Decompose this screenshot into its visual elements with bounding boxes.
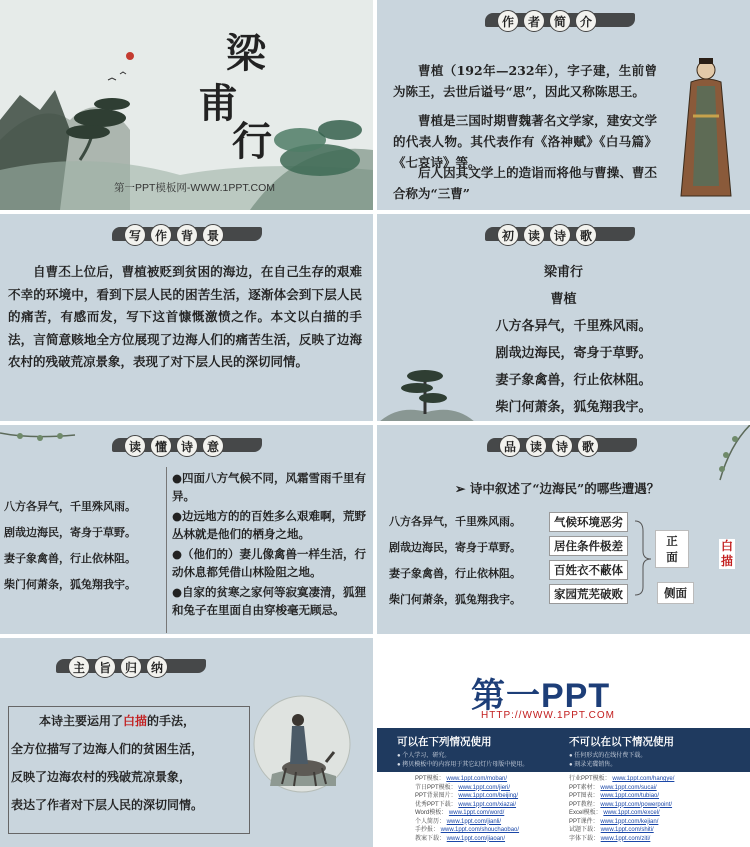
link-row[interactable]	[569, 818, 674, 827]
link-url[interactable]: www.1ppt.com/kejian/	[600, 818, 659, 825]
summary-line	[9, 707, 249, 735]
section-heading	[499, 435, 599, 457]
summary-line: 全方位描写了边海人们的贫困生活，	[11, 742, 204, 756]
tag-dwelling: 居住条件极差	[549, 536, 628, 556]
link-url[interactable]: www.1ppt.com/xiazai/	[458, 801, 517, 808]
heading-char: 读	[124, 435, 146, 457]
title-char-3: 行	[232, 118, 272, 165]
section-heading	[497, 224, 597, 246]
link-url[interactable]: www.1ppt.com/jieri/	[458, 784, 511, 791]
question-text: ➢ 诗中叙述了“边海民”的哪些遭遇？	[455, 481, 660, 496]
poem-line: 妻子象禽兽，行止依林阻。	[495, 373, 652, 388]
slide-appreciation[interactable]	[377, 425, 750, 634]
poem-lines	[4, 494, 164, 598]
heading-char: 归	[120, 656, 142, 678]
heading-char: 读	[525, 435, 547, 457]
poem-line: 剧哉边海民，寄身于草野。	[389, 541, 521, 554]
poem-line: 妻子象禽兽，行止依林阻。	[4, 552, 136, 565]
bracket	[633, 519, 653, 599]
link-list-left	[415, 775, 519, 843]
link-url[interactable]: www.1ppt.com/ziti/	[600, 835, 651, 842]
summary-text: 本诗主要运用了	[39, 714, 124, 728]
heading-char: 歌	[577, 435, 599, 457]
heading-char: 主	[68, 656, 90, 678]
poem-line: 八方各异气，千里殊风雨。	[495, 319, 652, 334]
slide-first-reading[interactable]	[377, 214, 750, 421]
link-row[interactable]	[569, 809, 674, 818]
link-label: PPT模板：	[415, 776, 447, 782]
link-url[interactable]: www.1ppt.com/jiaoan/	[446, 835, 506, 842]
link-label: PPT课件：	[569, 818, 601, 825]
heading-char: 诗	[176, 435, 198, 457]
heading-char: 旨	[94, 656, 116, 678]
can-use-note: ● 个人学习、研究。	[397, 753, 451, 759]
link-label: 试题下载：	[569, 827, 601, 833]
heading-char: 初	[497, 224, 519, 246]
logo-part: 第	[471, 677, 506, 715]
author-paragraph-2: 曹植是三国时期曹魏著名文学家，建安文学的代表人物。其代表作有《洛神赋》《白马篇》《七哀诗》等。	[393, 113, 657, 170]
divider	[166, 467, 167, 633]
side-label: 侧面	[657, 582, 694, 604]
cannot-use-heading: 不可以在以下情况使用	[569, 736, 674, 748]
can-use-heading: 可以在下列情况使用	[397, 736, 492, 748]
translation-item: ●四面八方气候不同，风霜雪雨千里有异。	[172, 471, 367, 503]
link-label: PPT素材：	[569, 784, 601, 791]
link-label: PPT背景图片：	[415, 793, 459, 799]
link-url[interactable]: www.1ppt.com/jianli/	[446, 818, 502, 825]
link-row[interactable]	[415, 792, 519, 801]
cannot-use-note: ● 刻录光碟销售。	[569, 762, 617, 768]
link-url[interactable]: www.1ppt.com/beijing/	[458, 793, 519, 799]
section-heading	[124, 435, 224, 457]
heading-char: 背	[176, 224, 198, 246]
tag-homestead: 家园荒芜破败	[549, 584, 628, 604]
link-label: 节日PPT模板：	[415, 784, 459, 791]
brand-text: 第一PPT模板网-WWW.1PPT.COM	[114, 182, 275, 194]
heading-char: 懂	[150, 435, 172, 457]
summary-box	[8, 706, 250, 834]
can-use-note: ● 拷贝模板中的内容用于其它幻灯片母版中使用。	[397, 762, 529, 768]
section-heading	[497, 10, 597, 32]
link-url[interactable]: www.1ppt.com/hangye/	[612, 776, 675, 782]
link-url[interactable]: www.1ppt.com/shiti/	[600, 827, 654, 833]
poem-line: 妻子象禽兽，行止依林阻。	[389, 567, 521, 580]
front-label: 正面	[655, 530, 689, 568]
heading-char: 诗	[551, 435, 573, 457]
link-row[interactable]	[415, 801, 519, 810]
heading-char: 作	[150, 224, 172, 246]
slide-author-intro[interactable]	[377, 0, 750, 210]
link-row[interactable]	[415, 826, 519, 835]
landscape-illustration	[0, 0, 373, 210]
poem-line: 柴门何萧条，狐兔翔我宇。	[389, 593, 521, 606]
background-paragraph: 自曹丕上位后，曹植被贬到贫困的海边，在自己生存的艰难不幸的环境中，看到下层人民的困苦生活，逐渐体会到下层人民的痛苦，有感而发，写下这首慷慨激愤之作。本文以白描的手法，言简意赅地全方位展现了边海人们的痛苦生活，反映了边海农村的残破荒凉景象，表现了对下层人民的深切同情。	[8, 264, 362, 369]
site-url[interactable]: HTTP://WWW.1PPT.COM	[481, 710, 615, 721]
heading-char: 纳	[146, 656, 168, 678]
slide-closing[interactable]	[377, 638, 750, 847]
method-label: 白描	[720, 539, 733, 568]
links-panel	[377, 772, 750, 847]
summary-line: 表达了作者对下层人民的深切同情。	[11, 798, 204, 812]
poem-line: 柴门何萧条，狐兔翔我宇。	[4, 578, 136, 591]
poem-lines	[389, 509, 559, 613]
heading-char: 歌	[575, 224, 597, 246]
section-heading	[124, 224, 224, 246]
heading-char: 景	[202, 224, 224, 246]
poem-line: 柴门何萧条，狐兔翔我宇。	[495, 400, 652, 415]
link-label: Word模板：	[415, 810, 449, 816]
link-row[interactable]	[569, 801, 674, 810]
heading-char: 品	[499, 435, 521, 457]
heading-char: 诗	[549, 224, 571, 246]
heading-char: 意	[202, 435, 224, 457]
author-paragraph-1: 曹植（192年—232年），字子建，生前曾为陈王，去世后谥号“思”，因此又称陈思王。	[393, 63, 657, 99]
title-char-1: 梁	[226, 30, 266, 77]
tag-clothing: 百姓衣不蔽体	[549, 560, 628, 580]
link-label: Excel模板：	[569, 810, 604, 816]
poem-line: 八方各异气，千里殊风雨。	[389, 515, 521, 528]
link-url[interactable]: www.1ppt.com/sucai/	[600, 784, 657, 791]
slide-title[interactable]	[0, 0, 373, 210]
author-paragraph-3: 后人因其文学上的造诣而将他与曹操、曹丕合称为“三曹”	[393, 165, 657, 201]
slide-theme-summary[interactable]	[0, 638, 373, 847]
link-url[interactable]: www.1ppt.com/tubiao/	[600, 793, 660, 799]
usage-band	[377, 728, 750, 847]
link-label: PPT教程：	[569, 801, 601, 808]
link-row[interactable]	[415, 784, 519, 793]
translation-item: ●（他们的）妻儿像禽兽一样生活，行动休息都凭借山林险阻之地。	[172, 547, 367, 579]
poem-line: 八方各异气，千里殊风雨。	[4, 500, 136, 513]
author-portrait	[671, 56, 741, 206]
cannot-use-note: ● 任何形式的在线付费下载。	[569, 753, 647, 759]
poem-author: 曹植	[550, 292, 577, 307]
summary-line: 反映了边海农村的残破荒凉景象，	[11, 770, 192, 784]
link-row[interactable]	[569, 826, 674, 835]
summary-text: 的手法，	[147, 714, 196, 728]
link-url[interactable]: www.1ppt.com/excel/	[603, 810, 660, 816]
traveler-illustration	[252, 694, 352, 794]
branch-decoration	[690, 425, 750, 485]
link-label: 个人简历：	[415, 818, 447, 825]
logo-part: 一	[506, 677, 541, 715]
title-char-2: 甫	[198, 80, 238, 127]
link-row[interactable]	[415, 809, 519, 818]
link-row[interactable]	[415, 775, 519, 784]
link-label: 字体下载：	[569, 835, 601, 842]
branch-decoration	[0, 425, 80, 455]
link-row[interactable]	[569, 835, 674, 844]
section-heading	[68, 656, 168, 678]
link-row[interactable]	[569, 784, 674, 793]
link-label: 教案下载：	[415, 835, 447, 842]
logo-part: PPT	[541, 677, 611, 715]
link-label: 行业PPT模板：	[569, 776, 613, 782]
poem-title: 梁甫行	[543, 265, 583, 280]
link-row[interactable]	[569, 775, 674, 784]
link-url[interactable]: www.1ppt.com/shouchaobao/	[440, 827, 520, 833]
slide-writing-background[interactable]	[0, 214, 373, 421]
heading-char: 写	[124, 224, 146, 246]
link-row[interactable]	[415, 818, 519, 827]
link-label: 优秀PPT下载：	[415, 801, 459, 808]
summary-highlight: 白描	[123, 714, 148, 728]
heading-char: 者	[523, 10, 545, 32]
heading-char: 作	[497, 10, 519, 32]
link-url[interactable]: www.1ppt.com/powerpoint/	[600, 801, 673, 808]
translation-item: ●边远地方的的百姓多么艰难啊，荒野丛林就是他们的栖身之地。	[172, 509, 367, 541]
link-list-right	[569, 775, 674, 843]
pine-tree-illustration	[377, 354, 477, 421]
link-label: 手抄报：	[415, 827, 441, 833]
translation-list	[172, 469, 368, 621]
tag-climate: 气候环境恶劣	[549, 512, 628, 532]
link-url[interactable]: www.1ppt.com/word/	[448, 810, 505, 816]
link-label: PPT图表：	[569, 793, 601, 799]
slide-understanding[interactable]	[0, 425, 373, 634]
link-url[interactable]: www.1ppt.com/moban/	[446, 776, 508, 782]
poem-line: 剧哉边海民，寄身于草野。	[495, 346, 652, 361]
heading-char: 简	[549, 10, 571, 32]
poem-line: 剧哉边海民，寄身于草野。	[4, 526, 136, 539]
link-row[interactable]	[569, 792, 674, 801]
link-row[interactable]	[415, 835, 519, 844]
heading-char: 读	[523, 224, 545, 246]
translation-item: ●自家的贫寒之家何等寂寞凄清，狐狸和兔子在里面自由穿梭毫无顾忌。	[172, 585, 367, 617]
heading-char: 介	[575, 10, 597, 32]
